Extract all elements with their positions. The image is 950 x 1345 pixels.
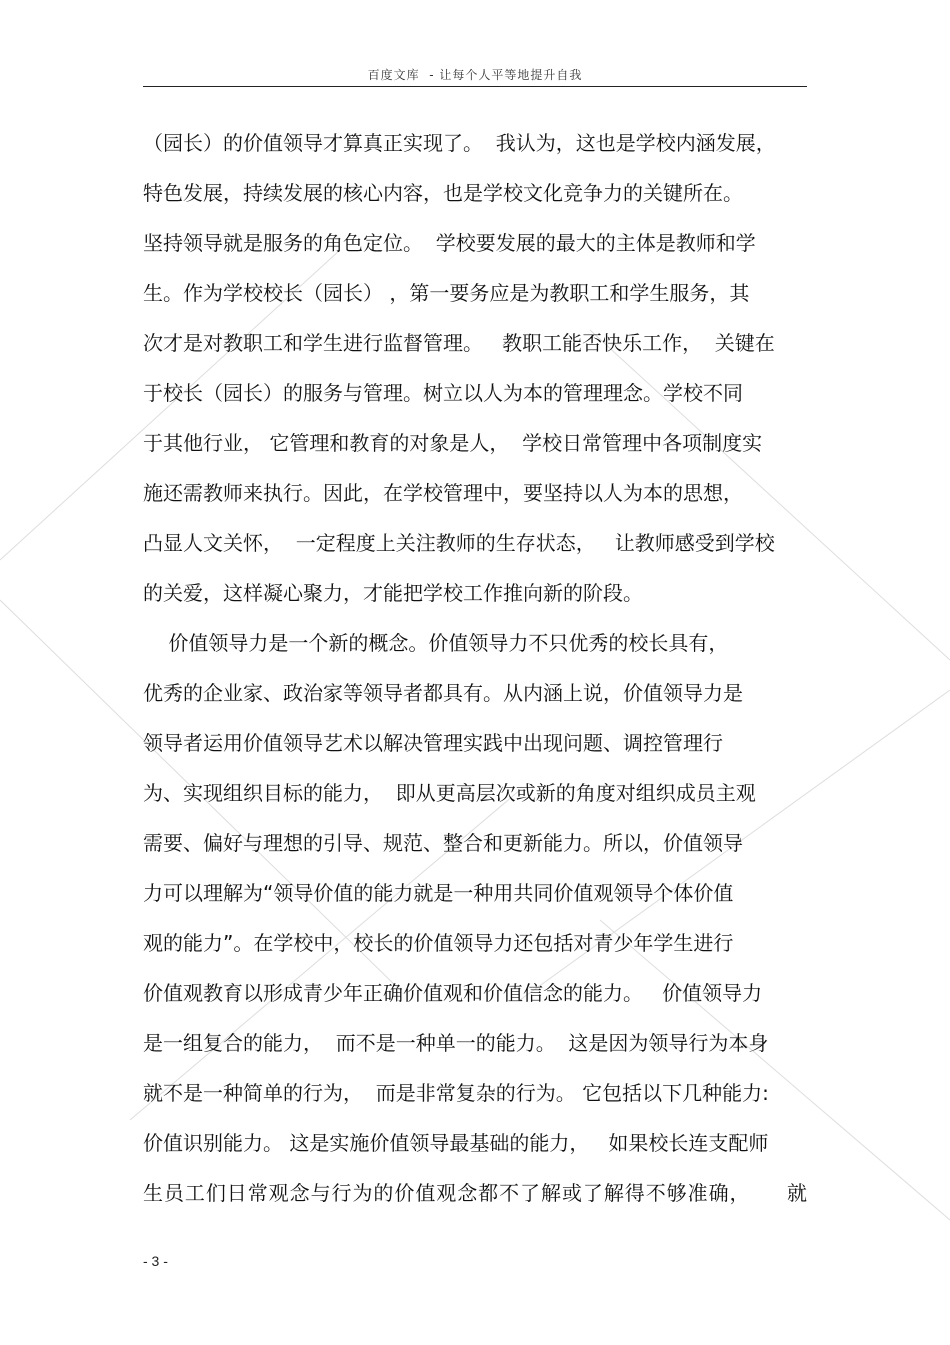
text-line: 是一组复合的能力， 而不是一种单一的能力。 这是因为领导行为本身 <box>143 1031 769 1055</box>
text-line: 于其他行业， 它管理和教育的对象是人， 学校日常管理中各项制度实 <box>143 431 763 455</box>
text-line: 为、实现组织目标的能力， 即从更高层次或新的角度对组织成员主观 <box>143 781 756 805</box>
text-line: 价值观教育以形成青少年正确价值观和价值信念的能力。 价值领导力 <box>143 981 763 1005</box>
text-line: 价值领导力是一个新的概念。价值领导力不只优秀的校长具有， <box>143 631 729 655</box>
text-line: 生员工们日常观念与行为的价值观念都不了解或了解得不够准确， 就 <box>143 1181 807 1205</box>
text-line: 生。作为学校校长（园长） ，第一要务应是为教职工和学生服务，其 <box>143 281 750 305</box>
text-line: 特色发展，持续发展的核心内容，也是学校文化竞争力的关键所在。 <box>143 181 743 205</box>
text-line: 的关爱，这样凝心聚力，才能把学校工作推向新的阶段。 <box>143 581 643 605</box>
document-body <box>143 118 807 1218</box>
header-divider <box>143 86 807 87</box>
text-line: 力可以理解为“领导价值的能力就是一种用共同价值观领导个体价值 <box>143 881 734 905</box>
text-line: 领导者运用价值领导艺术以解决管理实践中出现问题、调控管理行 <box>143 731 723 755</box>
text-line: 优秀的企业家、政治家等领导者都具有。从内涵上说，价值领导力是 <box>143 681 743 705</box>
text-line: 需要、偏好与理想的引导、规范、整合和更新能力。所以，价值领导 <box>143 831 743 855</box>
text-line: 施还需教师来执行。因此，在学校管理中，要坚持以人为本的思想， <box>143 481 743 505</box>
text-line: （园长）的价值领导才算真正实现了。 我认为，这也是学校内涵发展， <box>143 131 776 155</box>
text-line: 坚持领导就是服务的角色定位。 学校要发展的最大的主体是教师和学 <box>143 231 756 255</box>
text-line: 次才是对教职工和学生进行监督管理。 教职工能否快乐工作， 关键在 <box>143 331 775 355</box>
page-header: 百度文库 - 让每个人平等地提升自我 <box>367 68 583 82</box>
text-line: 就不是一种简单的行为， 而是非常复杂的行为。 它包括以下几种能力: <box>143 1081 769 1105</box>
page-number: - 3 - <box>143 1253 168 1269</box>
text-line: 观的能力”。在学校中，校长的价值领导力还包括对青少年学生进行 <box>143 931 734 955</box>
text-line: 凸显人文关怀， 一定程度上关注教师的生存状态， 让教师感受到学校 <box>143 531 775 555</box>
text-line: 价值识别能力。 这是实施价值领导最基础的能力， 如果校长连支配师 <box>143 1131 769 1155</box>
text-line: 于校长（园长）的服务与管理。树立以人为本的管理理念。学校不同 <box>143 381 743 405</box>
